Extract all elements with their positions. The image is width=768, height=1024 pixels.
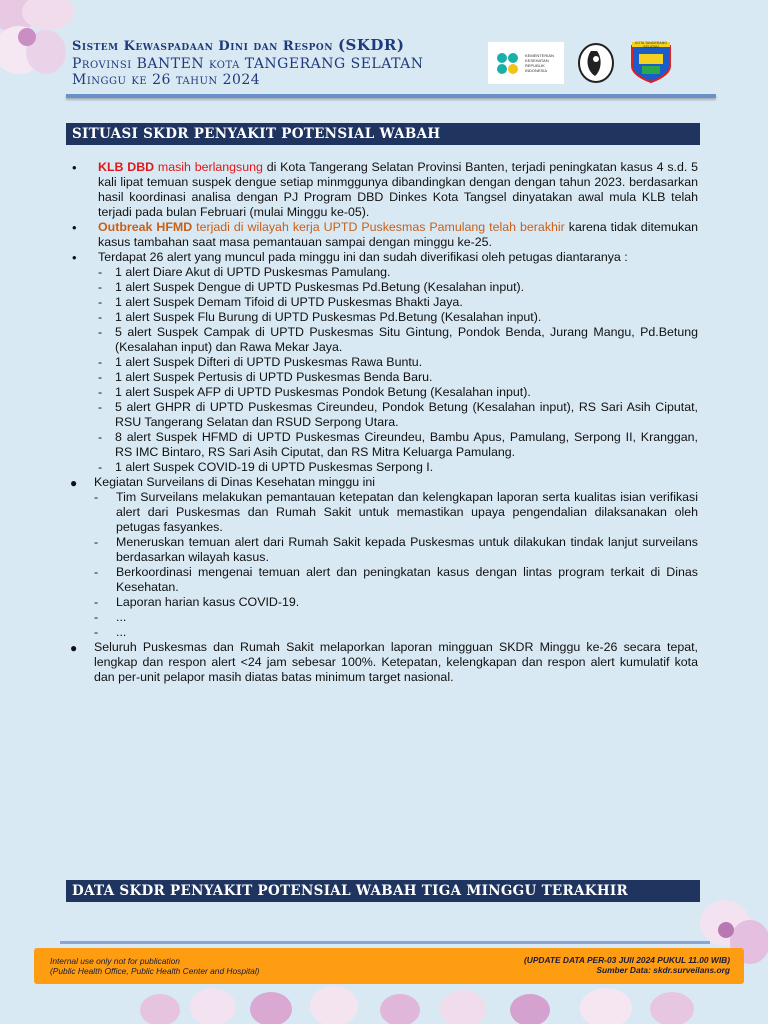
- outbreak-hfmd-status: terjadi di wilayah kerja UPTD Puskesmas Pamulang telah berakhir: [192, 220, 565, 234]
- kegiatan-intro: Kegiatan Surveilans di Dinas Kesehatan minggu ini: [94, 475, 376, 489]
- footer-data-source: Sumber Data: skdr.surveilans.org: [596, 965, 730, 975]
- header-line-2: Provinsi BANTEN kota TANGERANG SELATAN: [72, 56, 424, 72]
- alert-item: - 1 alert Suspek COVID-19 di UPTD Puskesmas Serpong I.: [66, 460, 698, 475]
- kemenkes-logo-text: KEMENTERIAN KESEHATAN REPUBLIK INDONESIA: [525, 53, 554, 73]
- bullet-kelengkapan: [66, 640, 698, 685]
- header-line-3: Minggu ke 26 tahun 2024: [72, 72, 261, 88]
- section-situasi-title: SITUASI SKDR PENYAKIT POTENSIAL WABAH: [66, 123, 700, 145]
- alert-item: - 8 alert Suspek HFMD di UPTD Puskesmas Cireundeu, Bambu Apus, Pamulang, Serpong II, Kranggan, RS IMC Bintaro, RS Sari Asih Ciputat, dan RS Mitra Keluarga Pamulang.: [66, 430, 698, 460]
- flower-decoration-bottom: [140, 984, 768, 1024]
- bullet-outbreak-hfmd: [66, 220, 698, 250]
- kegiatan-item: - ...: [66, 610, 698, 625]
- footer-internal-note: Internal use only not for publication: [50, 956, 180, 966]
- header-divider: [66, 94, 716, 98]
- alert-item: - 1 alert Suspek Dengue di UPTD Puskesmas Pd.Betung (Kesalahan input).: [66, 280, 698, 295]
- flower-decoration-top-left: [0, 0, 80, 100]
- alert-item: - 1 alert Diare Akut di UPTD Puskesmas Pamulang.: [66, 265, 698, 280]
- kegiatan-item: - ...: [66, 625, 698, 640]
- epidemiologi-emblem-icon: [577, 43, 615, 83]
- alert-item: - 5 alert GHPR di UPTD Puskesmas Cireundeu, Pondok Betung (Kesalahan input), RS Sari Asih Ciputat, RSU Tangerang Selatan dan RSUD Serpong Utara.: [66, 400, 698, 430]
- kelengkapan-text: Seluruh Puskesmas dan Rumah Sakit melaporkan laporan mingguan SKDR Minggu ke-26 secara tepat, lengkap dan respon alert <24 jam sebesar 100%. Ketepatan, kelengkapan dan respon alert kumulatif kota dan per-unit pelapor masih diatas batas minimum target nasional.: [94, 640, 698, 684]
- alert-item: - 5 alert Suspek Campak di UPTD Puskesmas Situ Gintung, Pondok Benda, Jurang Mangu, Pd.Betung (Kesalahan input) dan Rawa Mekar Jaya.: [66, 325, 698, 355]
- situasi-content: [66, 160, 698, 685]
- alert-item: - 1 alert Suspek Pertusis di UPTD Puskesmas Benda Baru.: [66, 370, 698, 385]
- footer-bar: [34, 948, 744, 984]
- footer-update-date: (UPDATE DATA PER-03 JUll 2024 PUKUL 11.00 WIB): [523, 955, 730, 965]
- footer-divider: [60, 941, 710, 944]
- report-header: [72, 36, 424, 88]
- header-line-1: [72, 36, 424, 54]
- kemenkes-logo: [488, 42, 564, 84]
- kegiatan-item: - Tim Surveilans melakukan pemantauan ketepatan dan kelengkapan laporan serta kualitas isian verifikasi alert dari Puskesmas dan Rumah Sakit untuk memastikan upaya pengendalian dilaksanakan oleh petugas fasyankes.: [66, 490, 698, 535]
- klb-dbd-status: masih berlangsung: [154, 160, 263, 174]
- outbreak-hfmd-label: Outbreak HFMD: [98, 220, 193, 234]
- kegiatan-item: - Meneruskan temuan alert dari Rumah Sakit kepada Puskesmas untuk dilakukan tindak lanjut surveilans berdasarkan wilayah kasus.: [66, 535, 698, 565]
- bullet-klb-dbd: [66, 160, 698, 220]
- bullet-alerts: [66, 250, 698, 265]
- section-data-title: DATA SKDR PENYAKIT POTENSIAL WABAH TIGA MINGGU TERAKHIR: [66, 880, 700, 902]
- header-abbreviation: (SKDR): [337, 36, 405, 54]
- outbreak-hfmd-text: karena tidak ditemukan kasus tambahan saat masa pemantauan sampai dengan minggu ke-25.: [98, 220, 698, 249]
- alert-item: - 1 alert Suspek Demam Tifoid di UPTD Puskesmas Bhakti Jaya.: [66, 295, 698, 310]
- alert-item: - 1 alert Suspek Flu Burung di UPTD Puskesmas Pd.Betung (Kesalahan input).: [66, 310, 698, 325]
- klb-dbd-text: di Kota Tangerang Selatan Provinsi Banten, terjadi peningkatan kasus 4 s.d. 5 kali lipat temuan suspek dengue setiap minmggunya dibandingkan dengan dengan tahun 2023. berdasarkan hasil koordinasi analisa dengan PJ Program DBD Dinkes Kota Tangsel dinyatakan awal mula KLB telah terjadi pada bulan Februari (mulai Minggu ke-05).: [98, 160, 698, 219]
- footer-audience-note: (Public Health Office, Public Health Center and Hospital): [50, 966, 260, 976]
- bullet-kegiatan-surveilans: [66, 475, 698, 490]
- alert-item: - 1 alert Suspek AFP di UPTD Puskesmas Pondok Betung (Kesalahan input).: [66, 385, 698, 400]
- alert-item: - 1 alert Suspek Difteri di UPTD Puskesmas Rawa Buntu.: [66, 355, 698, 370]
- tangsel-logo-label: KOTA TANGERANG SELATAN: [635, 41, 667, 49]
- klb-dbd-label: KLB DBD: [98, 160, 155, 174]
- footer-left: [50, 956, 259, 976]
- kegiatan-item: - Berkoordinasi mengenai temuan alert dan peningkatan kasus dengan lintas program terkait di Dinas Kesehatan.: [66, 565, 698, 595]
- alerts-intro: Terdapat 26 alert yang muncul pada minggu ini dan sudah diverifikasi oleh petugas diantaranya :: [98, 250, 628, 264]
- header-system-name: Sistem Kewaspadaan Dini dan Respon: [72, 39, 333, 54]
- kemenkes-emblem-icon: [493, 48, 523, 78]
- footer-right: [524, 955, 730, 975]
- kegiatan-item: - Laporan harian kasus COVID-19.: [66, 595, 698, 610]
- epidemiologi-logo: [576, 42, 616, 84]
